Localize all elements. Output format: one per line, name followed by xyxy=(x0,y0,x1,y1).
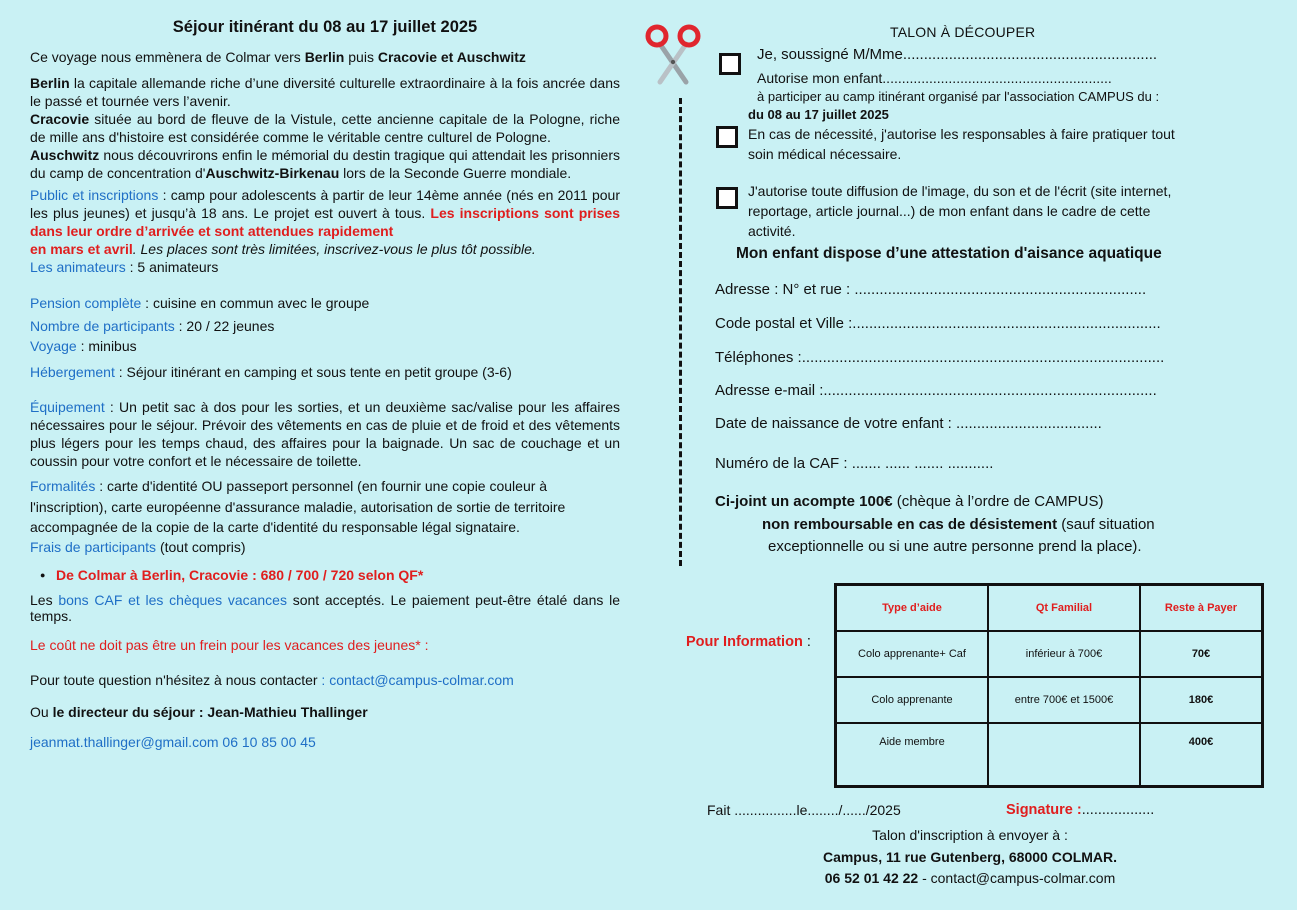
berlin-text: la capitale allemande riche d’une diversité culturelle extraordinaire à la fois ancrée dans le passé et tournée vers l’avenir. xyxy=(30,75,620,109)
bons-paragraph xyxy=(30,592,620,624)
pour-information-label: Pour Information xyxy=(686,634,803,650)
image-line-2: reportage, article journal...) de mon enfant dans le cadre de cette xyxy=(748,203,1151,219)
intro-a: Ce voyage nous emmènera de Colmar vers xyxy=(30,49,305,65)
voyage-label: Voyage xyxy=(30,338,77,354)
table-cell: Aide membre xyxy=(836,723,989,787)
animateurs-text: : 5 animateurs xyxy=(125,259,219,275)
checkbox-medical[interactable] xyxy=(716,126,738,148)
public-red-text: Les inscriptions sont prises dans leur ordre d’arrivée et sont attendues rapidement xyxy=(30,205,621,239)
table-row xyxy=(836,677,1263,723)
nombre-label: Nombre de participants xyxy=(30,318,175,334)
formalites-paragraph xyxy=(30,476,620,538)
nombre-line xyxy=(30,317,620,335)
table-cell: inférieur à 700€ xyxy=(988,631,1140,677)
table-cell: 400€ xyxy=(1140,723,1263,787)
pour-information xyxy=(686,634,811,650)
frais-label: Frais de participants xyxy=(30,538,157,555)
caf-field[interactable]: Numéro de la CAF : ....... ...... ....... ........... xyxy=(715,455,994,472)
table-cell: Colo apprenante xyxy=(836,677,989,723)
auschwitz-paragraph xyxy=(30,146,620,182)
intro-cracovie: Cracovie et Auschwitz xyxy=(377,49,526,65)
nonremb-bold: non remboursable en cas de désistement xyxy=(762,516,1058,533)
bons-text: sont acceptés. Le paiement peut-être étalé dans le temps. xyxy=(30,591,620,624)
equipement-paragraph xyxy=(30,398,620,470)
equipement-text: : Un petit sac à dos pour les sorties, et un deuxième sac/valise pour les affaires nécessaires pour le séjour. Prévoir des vêtements en cas de pluie et de froid et des vêtements plus légers pour les temps chaud, des affaires pour la baignade. Un sac de couchage et un coussin pour votre confort et le nécessaire de toilette. xyxy=(30,399,620,469)
question-line xyxy=(30,671,620,689)
participer-line: à participer au camp itinérant organisé par l'association CAMPUS du : xyxy=(757,89,1160,104)
cracovie-text: située au bord de fleuve de la Vistule, cette ancienne capitale de la Pologne, riche de mille ans d'histoire est considérée comme le véritable centre culturel de Pologne. xyxy=(30,111,620,145)
cut-line xyxy=(679,98,682,566)
public-paragraph xyxy=(30,186,620,258)
acompte-bold: Ci-joint un acompte 100€ xyxy=(715,493,893,510)
medical-line-2: soin médical nécessaire. xyxy=(748,146,902,162)
public-red-text-2: en mars et avril xyxy=(30,241,133,257)
signature-line[interactable] xyxy=(1006,802,1154,818)
pension-text: : cuisine en commun avec le groupe xyxy=(141,295,370,311)
frais-line xyxy=(30,538,620,556)
nonremb-text: (sauf situation xyxy=(1057,516,1155,533)
berlin-label: Berlin xyxy=(30,75,70,91)
directeur-contact[interactable]: jeanmat.thallinger@gmail.com 06 10 85 00 45 xyxy=(30,733,316,750)
table-cell: 70€ xyxy=(1140,631,1263,677)
autorise-line: Autorise mon enfant........................................................... xyxy=(757,70,1112,86)
pension-line xyxy=(30,294,620,312)
price-list xyxy=(30,566,620,584)
table-header-row xyxy=(836,585,1263,632)
campus-address: Campus, 11 rue Gutenberg, 68000 COLMAR. xyxy=(822,849,1118,865)
table-cell: Colo apprenante+ Caf xyxy=(836,631,989,677)
bons-label: bons CAF et les chèques vacances xyxy=(58,591,287,608)
nonremb-line xyxy=(762,516,1155,533)
table-row xyxy=(836,723,1263,787)
nombre-text: : 20 / 22 jeunes xyxy=(174,318,275,334)
acompte-line xyxy=(715,493,1103,510)
table-cell: 180€ xyxy=(1140,677,1263,723)
telephones-field[interactable]: Téléphones :....................................................................................... xyxy=(715,349,1165,366)
image-line-3: activité. xyxy=(748,223,796,239)
berlin-paragraph xyxy=(30,74,620,110)
talon-title: TALON À DÉCOUPER xyxy=(890,24,1036,40)
animateurs-label: Les animateurs xyxy=(30,259,126,275)
price-bullet: ● De Colmar à Berlin, Cracovie : 680 / 700 / 720 selon QF* xyxy=(40,566,620,584)
table-header: Qt Familial xyxy=(988,585,1140,632)
public-italic: . Les places sont très limitées, inscrivez-vous le plus tôt possible. xyxy=(132,241,536,257)
directeur-name: le directeur du séjour : Jean-Mathieu Thallinger xyxy=(52,703,368,720)
hebergement-line xyxy=(30,363,620,381)
campus-phone: 06 52 01 42 22 xyxy=(824,870,919,886)
auschwitz-text-2: lors de la Seconde Guerre mondiale. xyxy=(339,165,572,181)
equipement-label: Équipement xyxy=(30,399,105,415)
cracovie-paragraph xyxy=(30,110,620,146)
intro-text xyxy=(30,48,620,66)
public-text: : camp pour adolescents à partir de leur 14ème année (nés en 2011 pour les plus jeunes) et jusqu’à 18 ans. Le projet est ouvert à tous. xyxy=(30,187,620,221)
hebergement-text: : Séjour itinérant en camping et sous tente en petit groupe (3-6) xyxy=(114,364,512,380)
signature-label: Signature : xyxy=(1006,802,1082,818)
checkbox-image[interactable] xyxy=(716,187,738,209)
pour-information-colon: : xyxy=(802,634,811,650)
contact-email-link[interactable]: : contact@campus-colmar.com xyxy=(321,671,514,688)
frais-text: (tout compris) xyxy=(156,538,246,555)
campus-email[interactable]: - contact@campus-colmar.com xyxy=(918,870,1116,886)
pension-label: Pension complète xyxy=(30,295,142,311)
nonremb-line-2: exceptionnelle ou si une autre personne prend la place). xyxy=(768,538,1142,555)
bons-a: Les xyxy=(30,591,59,608)
table-header: Reste à Payer xyxy=(1140,585,1263,632)
email-field[interactable]: Adresse e-mail :................................................................................ xyxy=(715,382,1157,399)
auschwitz-text-1: nous découvrirons enfin le mémorial du destin tragique qui attendait les prisonniers du camp de concentration d' xyxy=(30,147,620,181)
soussigne-line: Je, soussigné M/Mme............................................................. xyxy=(757,46,1158,63)
adresse-field[interactable]: Adresse : N° et rue : ...................................................................... xyxy=(715,281,1147,298)
aisance-heading: Mon enfant dispose d’une attestation d'aisance aquatique xyxy=(736,245,1162,262)
scissors-icon xyxy=(640,22,706,88)
naissance-field[interactable]: Date de naissance de votre enfant : ................................... xyxy=(715,415,1102,432)
acompte-text: (chèque à l’ordre de CAMPUS) xyxy=(892,493,1104,510)
page-title: Séjour itinérant du 08 au 17 juillet 2025 xyxy=(172,18,478,36)
campus-contact xyxy=(760,870,1180,886)
question-text: Pour toute question n'hésitez à nous contacter xyxy=(30,671,322,688)
dates-line: du 08 au 17 juillet 2025 xyxy=(748,107,889,122)
animateurs-line xyxy=(30,258,620,276)
formalites-text: : carte d'identité OU passeport personnel (en fournir une copie couleur à l'inscription), carte européenne d'assurance maladie, autorisation de sortie de territoire accompagnée de la copie de la carte d'identité du responsable légal signataire. xyxy=(30,478,566,535)
signature-dots: .................. xyxy=(1081,802,1155,818)
intro-berlin: Berlin xyxy=(304,49,345,65)
image-line-1: J'autorise toute diffusion de l'image, du son et de l'écrit (site internet, xyxy=(748,183,1172,199)
aid-table xyxy=(834,583,1264,788)
table-header: Type d’aide xyxy=(836,585,989,632)
intro-c: puis xyxy=(344,49,378,65)
cout-line: Le coût ne doit pas être un frein pour les vacances des jeunes* : xyxy=(30,636,429,653)
auschwitz-label: Auschwitz xyxy=(30,147,100,163)
auschwitz-birkenau: Auschwitz-Birkenau xyxy=(205,165,340,181)
fait-line[interactable]: Fait ................le......../....../2025 xyxy=(707,802,901,818)
envoi-line: Talon d'inscription à envoyer à : xyxy=(872,827,1068,843)
cracovie-label: Cracovie xyxy=(30,111,90,127)
left-column xyxy=(30,18,620,751)
medical-line-1: En cas de nécessité, j'autorise les responsables à faire pratiquer tout xyxy=(748,126,1175,142)
voyage-text: : minibus xyxy=(76,338,137,354)
table-cell xyxy=(988,723,1140,787)
checkbox-soussigne[interactable] xyxy=(719,53,741,75)
public-label: Public et inscriptions xyxy=(30,187,159,203)
directeur-a: Ou xyxy=(30,703,53,720)
directeur-line xyxy=(30,703,620,721)
code-postal-field[interactable]: Code postal et Ville :.......................................................................... xyxy=(715,315,1161,332)
hebergement-label: Hébergement xyxy=(30,364,115,380)
formalites-label: Formalités xyxy=(30,478,96,494)
voyage-line xyxy=(30,337,620,355)
table-cell: entre 700€ et 1500€ xyxy=(988,677,1140,723)
table-row xyxy=(836,631,1263,677)
